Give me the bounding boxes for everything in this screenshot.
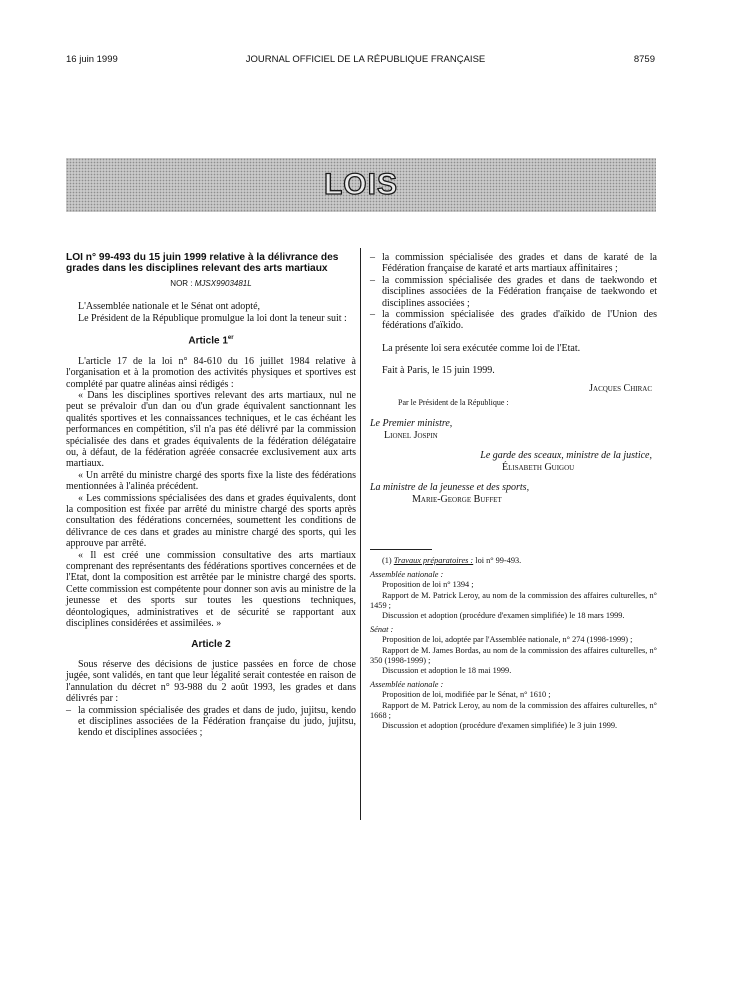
list-item-text: la commission spécialisée des grades et dans de judo, jujitsu, kendo et disciplines associées de la Fédération française du judo, jujitsu, kendo et disciplines associées ; xyxy=(78,704,356,739)
header-journal-title: JOURNAL OFFICIEL DE LA RÉPUBLIQUE FRANÇAISE xyxy=(245,54,486,65)
list-item-text: la commission spécialisée des grades d'aïkido de l'Union des fédérations d'aïkido. xyxy=(382,309,657,332)
footnote-marker: (1) xyxy=(382,555,392,565)
footnote-entry: Discussion et adoption (procédure d'examen simplifiée) le 18 mars 1999. xyxy=(382,610,625,620)
article-1-paragraph: « Un arrêté du ministre chargé des sports fixe la liste des fédérations mentionnées à l'alinéa précédent. xyxy=(66,469,356,493)
footnote-entry: Proposition de loi, modifiée par le Sénat, n° 1610 ; xyxy=(382,690,551,700)
nor-reference xyxy=(66,278,356,289)
by-president-line: Par le Président de la République : xyxy=(398,398,509,408)
list-item xyxy=(66,705,356,739)
footnote-section-heading: Sénat : xyxy=(370,625,394,635)
youth-minister-name: Marie-George Buffet xyxy=(412,493,502,505)
prime-minister-title: Le Premier ministre, xyxy=(370,418,453,430)
footnote-entry: Rapport de M. James Bordas, au nom de la commission des affaires culturelles, n° 350 (1998-1999) ; xyxy=(370,645,657,665)
law-title: LOI n° 99-493 du 15 juin 1999 relative à la délivrance des grades dans les disciplines relevant des arts martiaux xyxy=(66,252,339,275)
preamble-adopted: L'Assemblée nationale et le Sénat ont adopté, xyxy=(78,301,261,313)
list-item-text: la commission spécialisée des grades et dans de taekwondo et disciplines associées de la Fédération française de taekwondo et disciplines associées ; xyxy=(382,274,657,309)
footnote-entry: Proposition de loi, adoptée par l'Assemblée nationale, n° 274 (1998-1999) ; xyxy=(382,635,633,645)
footnote-entry: Discussion et adoption (procédure d'examen simplifiée) le 3 juin 1999. xyxy=(382,720,618,730)
footnote-section-heading: Assemblée nationale : xyxy=(370,570,444,580)
left-column xyxy=(66,252,356,739)
article-2-intro: Sous réserve des décisions de justice passées en force de chose jugée, sont validés, en tant que leur légalité serait contestée en raison de l'annulation du décret n° 93-988 du 2 août 1993, les grades et dans délivrés par : xyxy=(66,658,356,705)
dash-marker: – xyxy=(66,704,71,716)
justice-minister-title: Le garde des sceaux, ministre de la justice, xyxy=(480,450,652,462)
dash-marker: – xyxy=(370,274,375,286)
footnote-entry: Rapport de M. Patrick Leroy, au nom de la commission des affaires culturelles, n° 1459 ; xyxy=(370,590,657,610)
footnote-section-heading: Assemblée nationale : xyxy=(370,680,444,690)
article-1-paragraph: « Dans les disciplines sportives relevant des arts martiaux, nul ne peut se prévaloir d'un dan ou d'un grade équivalent sanctionnant les qualités sportives et les connaissances techniques, et le cas échéant les performances en compétition, s'il n'a pas été délivré par la commission spécialisée des dans et grades équivalents de la fédération délégataire ou, à défaut, de la fédération agréée consacrée exclusivement aux arts martiaux. xyxy=(66,389,356,470)
footnote-entry: Proposition de loi n° 1394 ; xyxy=(382,580,474,590)
article-1-superscript: er xyxy=(227,335,234,342)
youth-minister-title: La ministre de la jeunesse et des sports, xyxy=(370,482,530,494)
footnote-intro xyxy=(370,556,657,566)
article-1-paragraph: « Il est créé une commission consultative des arts martiaux comprenant des représentants des fédérations sportives concernées et de l'Etat, dont la composition est arrêtée par le ministre chargé des sports. Cette commission est compétente pour donner son avis au ministre de la jeunesse et des sports sur toutes les questions techniques, déontologiques, administratives et de sécurité se rapportant aux disciplines considérées et assimilées. » xyxy=(66,549,356,630)
article-1-paragraph: « Les commissions spécialisées des dans et grades équivalents, dont la composition est fixée par arrêté du ministre chargé des sports après consultation des fédérations concernées, soumettent les conditions de délivrance de ces dans et grades au ministre chargé des sports, qui les approuve par arrêté. xyxy=(66,492,356,550)
list-item xyxy=(370,309,657,332)
banner-title: LOIS xyxy=(323,168,398,201)
header-page-number: 8759 xyxy=(633,54,655,65)
footnote xyxy=(370,556,657,731)
header-date: 16 juin 1999 xyxy=(66,54,118,65)
article-1-title: Article 1 xyxy=(188,335,228,347)
article-2-heading: Article 2 xyxy=(191,638,231,650)
footnote-law-ref: loi n° 99-493. xyxy=(475,555,522,565)
dash-marker: – xyxy=(370,252,375,263)
section-banner xyxy=(66,158,656,212)
footnote-label: Travaux préparatoires : xyxy=(393,555,474,565)
article-1-heading xyxy=(66,333,356,347)
prime-minister-name: Lionel Jospin xyxy=(384,429,438,441)
footnote-rule xyxy=(370,549,432,550)
justice-minister-name: Élisabeth Guigou xyxy=(502,461,575,473)
nor-label: NOR : xyxy=(170,278,193,288)
place-and-date: Fait à Paris, le 15 juin 1999. xyxy=(382,365,495,377)
closing-statement: La présente loi sera exécutée comme loi de l'Etat. xyxy=(382,342,581,354)
nor-code: MJSX9903481L xyxy=(194,278,252,288)
right-column xyxy=(370,252,657,731)
article-1-intro: L'article 17 de la loi n° 84-610 du 16 juillet 1984 relative à l'organisation et à la promotion des activités physiques et sportives est complété par quatre alinéas ainsi rédigés : xyxy=(66,355,356,390)
president-signature: Jacques Chirac xyxy=(589,382,652,394)
list-item xyxy=(370,275,657,309)
list-item xyxy=(370,252,657,275)
footnote-entry: Rapport de M. Patrick Leroy, au nom de la commission des affaires culturelles, n° 1668 ; xyxy=(370,700,657,720)
column-divider xyxy=(360,248,361,820)
footnote-entry: Discussion et adoption le 18 mai 1999. xyxy=(382,665,512,675)
preamble-promulgation: Le Président de la République promulgue la loi dont la teneur suit : xyxy=(78,312,347,324)
dash-marker: – xyxy=(370,309,375,321)
list-item-text: la commission spécialisée des grades et dans de karaté de la Fédération française de karaté et arts martiaux affinitaires ; xyxy=(382,252,657,275)
